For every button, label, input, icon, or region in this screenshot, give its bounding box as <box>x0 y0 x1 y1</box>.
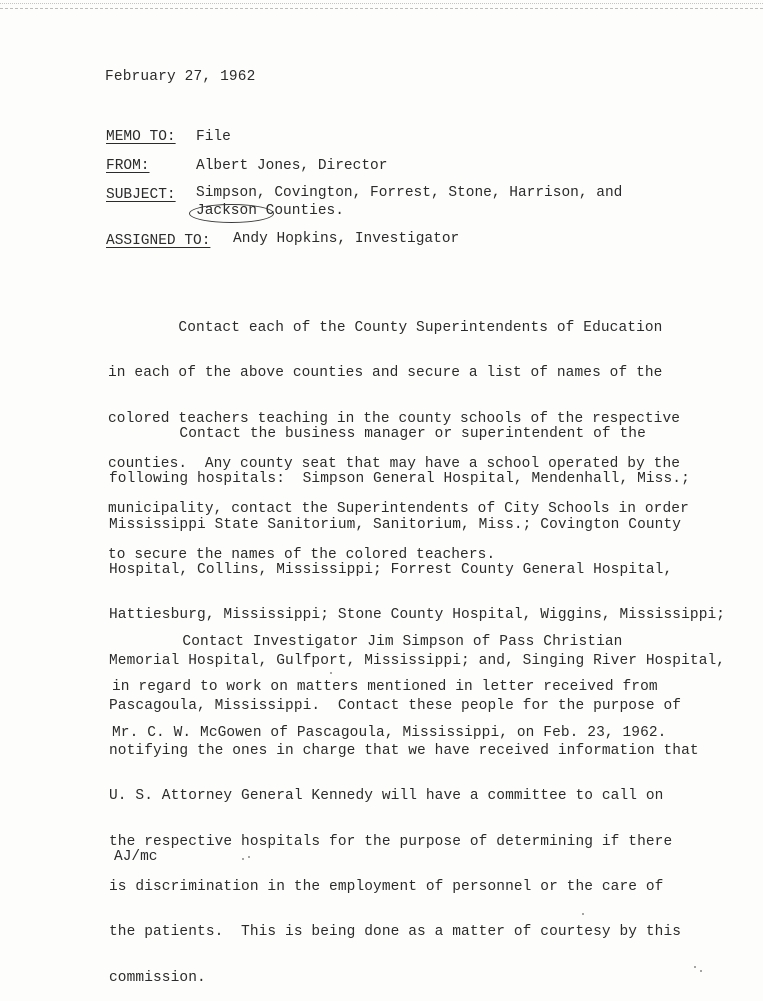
paragraph-line: Memorial Hospital, Gulfport, Mississippi; and, Singing River Hospital, <box>109 652 726 669</box>
subject-label: SUBJECT: <box>106 187 176 203</box>
paragraph-line: colored teachers teaching in the county schools of the respective <box>108 410 681 427</box>
paragraph-line: in regard to work on matters mentioned in letter received from <box>112 679 658 696</box>
paragraph-line: Mississippi State Sanitorium, Sanitorium, Miss.; Covington County <box>109 516 682 533</box>
scan-speck <box>248 856 250 858</box>
paragraph-line: Contact the business manager or superintendent of the <box>109 426 646 443</box>
scan-speck <box>694 966 696 968</box>
paragraph-line: to secure the names of the colored teachers. <box>108 546 496 563</box>
subject-line-2: Jackson Counties. <box>196 203 344 219</box>
scan-speck <box>242 858 244 860</box>
scan-top-edge <box>0 0 763 9</box>
paragraph-line: notifying the ones in charge that we have received information that <box>109 743 699 760</box>
paragraph-line: Pascagoula, Mississippi. Contact these people for the purpose of <box>109 697 682 714</box>
paragraph-line: following hospitals: Simpson General Hospital, Mendenhall, Miss.; <box>109 471 690 488</box>
paragraph-line: counties. Any county seat that may have a school operated by the <box>108 456 681 473</box>
memo-date: February 27, 1962 <box>105 69 256 85</box>
paragraph-line: municipality, contact the Superintendents of City Schools in order <box>108 501 689 518</box>
paragraph-line: U. S. Attorney General Kennedy will have a committee to call on <box>109 788 664 805</box>
scan-speck <box>700 970 702 972</box>
scan-speck <box>582 913 584 915</box>
paragraph-line: Hattiesburg, Mississippi; Stone County Hospital, Wiggins, Mississippi; <box>109 607 726 624</box>
assigned-to-label: ASSIGNED TO: <box>106 233 211 249</box>
assigned-to-value: Andy Hopkins, Investigator <box>233 231 460 247</box>
memo-to-value: File <box>196 129 231 145</box>
from-value: Albert Jones, Director <box>196 158 388 174</box>
paragraph-line: in each of the above counties and secure a list of names of the <box>108 365 663 382</box>
typist-initials: AJ/mc <box>114 849 158 865</box>
paragraph-line: Hospital, Collins, Mississippi; Forrest County General Hospital, <box>109 562 673 579</box>
paragraph-3 <box>112 605 667 756</box>
paragraph-line: is discrimination in the employment of personnel or the care of <box>109 879 664 895</box>
subject-line-1: Simpson, Covington, Forrest, Stone, Harrison, and <box>196 185 623 201</box>
paragraph-line: the patients. This is being done as a matter of courtesy by this <box>109 924 682 941</box>
paragraph-line: Contact each of the County Superintendents of Education <box>108 320 663 337</box>
memo-to-label: MEMO TO: <box>106 129 176 145</box>
paragraph-line: commission. <box>109 969 206 986</box>
paragraph-line: the respective hospitals for the purpose of determining if there <box>109 833 673 850</box>
paragraph-line: Contact Investigator Jim Simpson of Pass Christian <box>112 634 623 651</box>
paragraph-line: Mr. C. W. McGowen of Pascagoula, Mississippi, on Feb. 23, 1962. <box>112 724 667 741</box>
from-label: FROM: <box>106 158 150 174</box>
scan-speck <box>330 672 332 674</box>
